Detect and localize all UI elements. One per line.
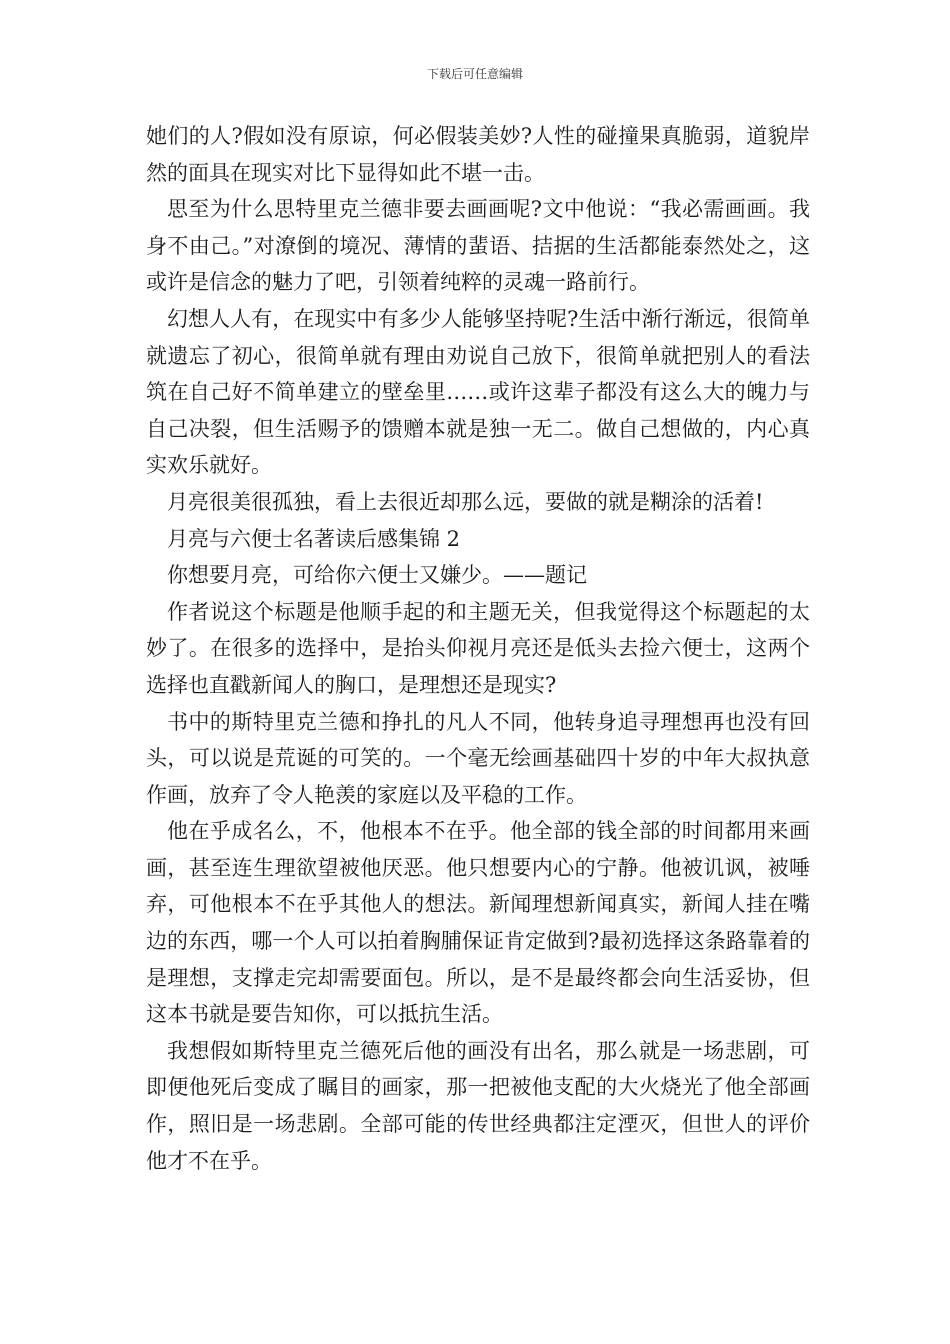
document-body xyxy=(146,118,810,1179)
paragraph: 他在乎成名么，不，他根本不在乎。他全部的钱全部的时间都用来画画，甚至连生理欲望被他厌恶。他只想要内心的宁静。他被讥讽，被唾弃，可他根本不在乎其他人的想法。新闻理想新闻真实，新闻人挂在嘴边的东西，哪一个人可以拍着胸脯保证肯定做到?最初选择这条路靠着的是理想，支撑走完却需要面包。所以，是不是最终都会向生活妥协，但这本书就是要告知你，可以抵抗生活。 xyxy=(146,819,810,1027)
paragraph: 月亮很美很孤独，看上去很近却那么远，要做的就是糊涂的活着! xyxy=(167,489,764,514)
paragraph: 幻想人人有，在现实中有多少人能够坚持呢?生活中渐行渐远，很简单就遗忘了初心，很简单就有理由劝说自己放下，很简单就把别人的看法筑在自己好不简单建立的壁垒里……或许这辈子都没有这么大的魄力与自己决裂，但生活赐予的馈赠本就是独一无二。做自己想做的，内心真实欢乐就好。 xyxy=(146,306,810,478)
epigraph: 你想要月亮，可给你六便士又嫌少。——题记 xyxy=(167,563,587,588)
paragraph: 我想假如斯特里克兰德死后他的画没有出名，那么就是一场悲剧，可即便他死后变成了瞩目的画家，那一把被他支配的大火烧光了他全部画作，照旧是一场悲剧。全部可能的传世经典都注定湮灭，但世人的评价他才不在乎。 xyxy=(146,1038,810,1173)
paragraph: 思至为什么思特里克兰德非要去画画呢?文中他说：“我必需画画。我身不由己。”对潦倒的境况、薄情的蜚语、拮据的生活都能泰然处之，这或许是信念的魅力了吧，引领着纯粹的灵魂一路前行。 xyxy=(146,197,810,295)
section-heading: 月亮与六便士名著读后感集锦 2 xyxy=(167,526,461,551)
paragraph: 她们的人?假如没有原谅，何必假装美妙?人性的碰撞果真脆弱，道貌岸然的面具在现实对比下显得如此不堪一击。 xyxy=(146,124,810,185)
paragraph: 书中的斯特里克兰德和挣扎的凡人不同，他转身追寻理想再也没有回头，可以说是荒诞的可笑的。一个毫无绘画基础四十岁的中年大叔执意作画，放弃了令人艳羡的家庭以及平稳的工作。 xyxy=(146,709,810,807)
paragraph: 作者说这个标题是他顺手起的和主题无关，但我觉得这个标题起的太妙了。在很多的选择中，是抬头仰视月亮还是低头去捡六便士，这两个选择也直戳新闻人的胸口，是理想还是现实? xyxy=(146,599,810,697)
page-header: 下载后可任意编辑 xyxy=(426,67,523,81)
